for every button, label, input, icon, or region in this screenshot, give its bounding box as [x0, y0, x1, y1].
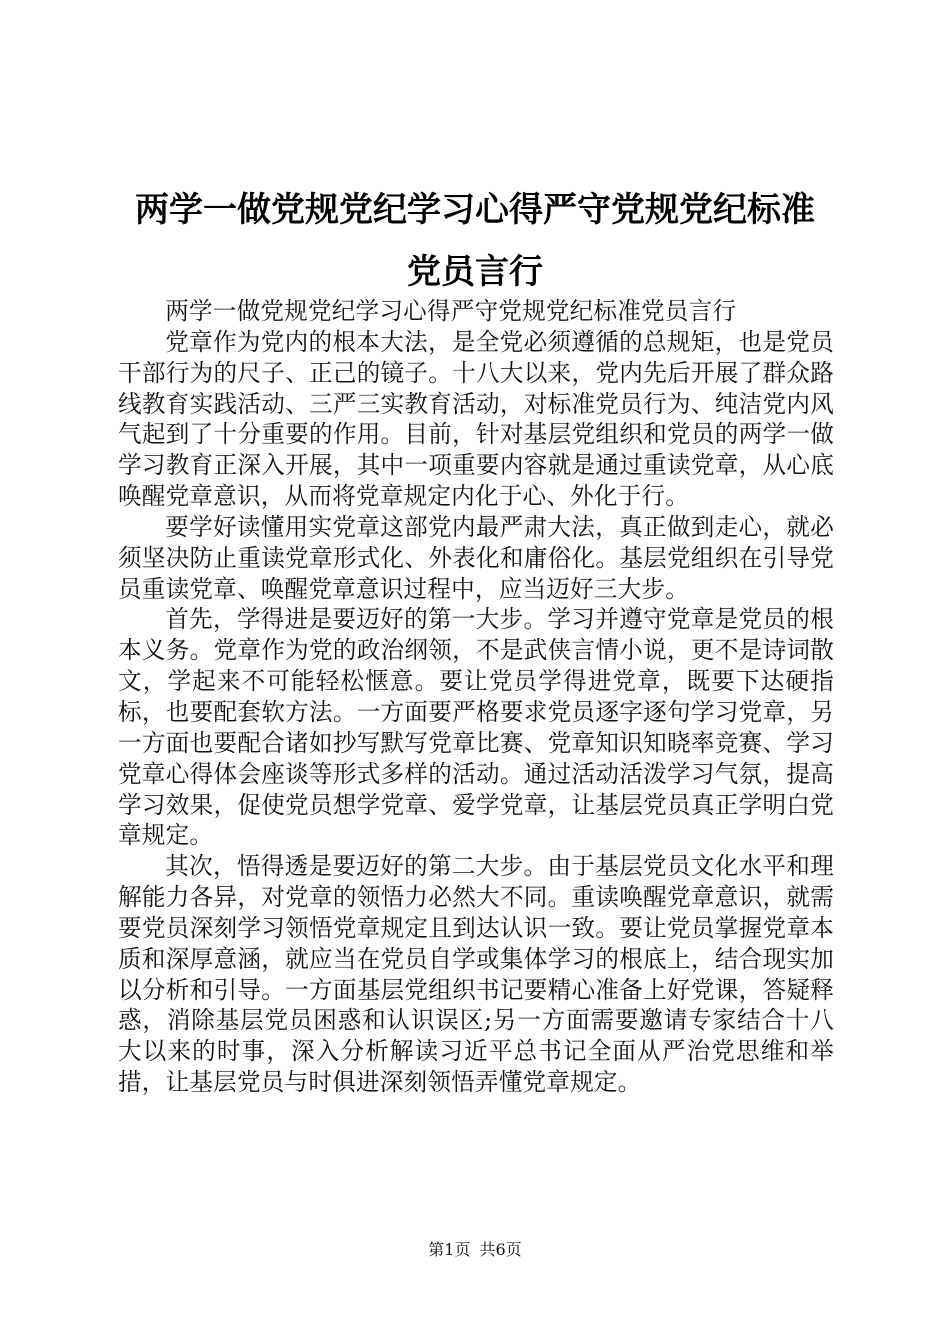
paragraph: 党章作为党内的根本大法，是全党必须遵循的总规矩，也是党员干部行为的尺子、正己的镜子。十八大以来，党内先后开展了群众路线教育实践活动、三严三实教育活动，对标准党员行为、纯洁党内风气起到了十分重要的作用。目前，针对基层党组织和党员的两学一做学习教育正深入开展，其中一项重要内容就是通过重读党章，从心底唤醒党章意识，从而将党章规定内化于心、外化于行。: [118, 327, 834, 511]
document-title-line-1: 两学一做党规党纪学习心得严守党规党纪标准: [135, 190, 815, 230]
document-title-line-2: 党员言行: [407, 252, 543, 292]
paragraph: 其次，悟得透是要迈好的第二大步。由于基层党员文化水平和理解能力各异，对党章的领悟力必然大不同。重读唤醒党章意识，就需要党员深刻学习领悟党章规定且到达认识一致。要让党员掌握党章本质和深厚意涵，就应当在党员自学或集体学习的根底上，结合现实加以分析和引导。一方面基层党组织书记要精心准备上好党课，答疑释惑，消除基层党员困惑和认识误区;另一方面需要邀请专家结合十八大以来的时事，深入分析解读习近平总书记全面从严治党思维和举措，让基层党员与时俱进深刻领悟弄懂党章规定。: [118, 852, 834, 1097]
paragraph-subtitle: 两学一做党规党纪学习心得严守党规党纪标准党员言行: [165, 297, 737, 325]
page-footer: [0, 1240, 950, 1260]
document-body: [118, 296, 834, 1098]
page-number-current: 第1页: [428, 1240, 471, 1259]
paragraph: 首先，学得进是要迈好的第一大步。学习并遵守党章是党员的根本义务。党章作为党的政治纲领，不是武侠言情小说，更不是诗词散文，学起来不可能轻松惬意。要让党员学得进党章，既要下达硬指标，也要配套软方法。一方面要严格要求党员逐字逐句学习党章，另一方面也要配合诸如抄写默写党章比赛、党章知识知晓率竞赛、学习党章心得体会座谈等形式多样的活动。通过活动活泼学习气氛，提高学习效果，促使党员想学党章、爱学党章，让基层党员真正学明白党章规定。: [118, 605, 834, 850]
paragraph: 要学好读懂用实党章这部党内最严肃大法，真正做到走心，就必须坚决防止重读党章形式化、外表化和庸俗化。基层党组织在引导党员重读党章、唤醒党章意识过程中，应当迈好三大步。: [118, 512, 834, 603]
page-number-total: 共6页: [479, 1240, 522, 1259]
